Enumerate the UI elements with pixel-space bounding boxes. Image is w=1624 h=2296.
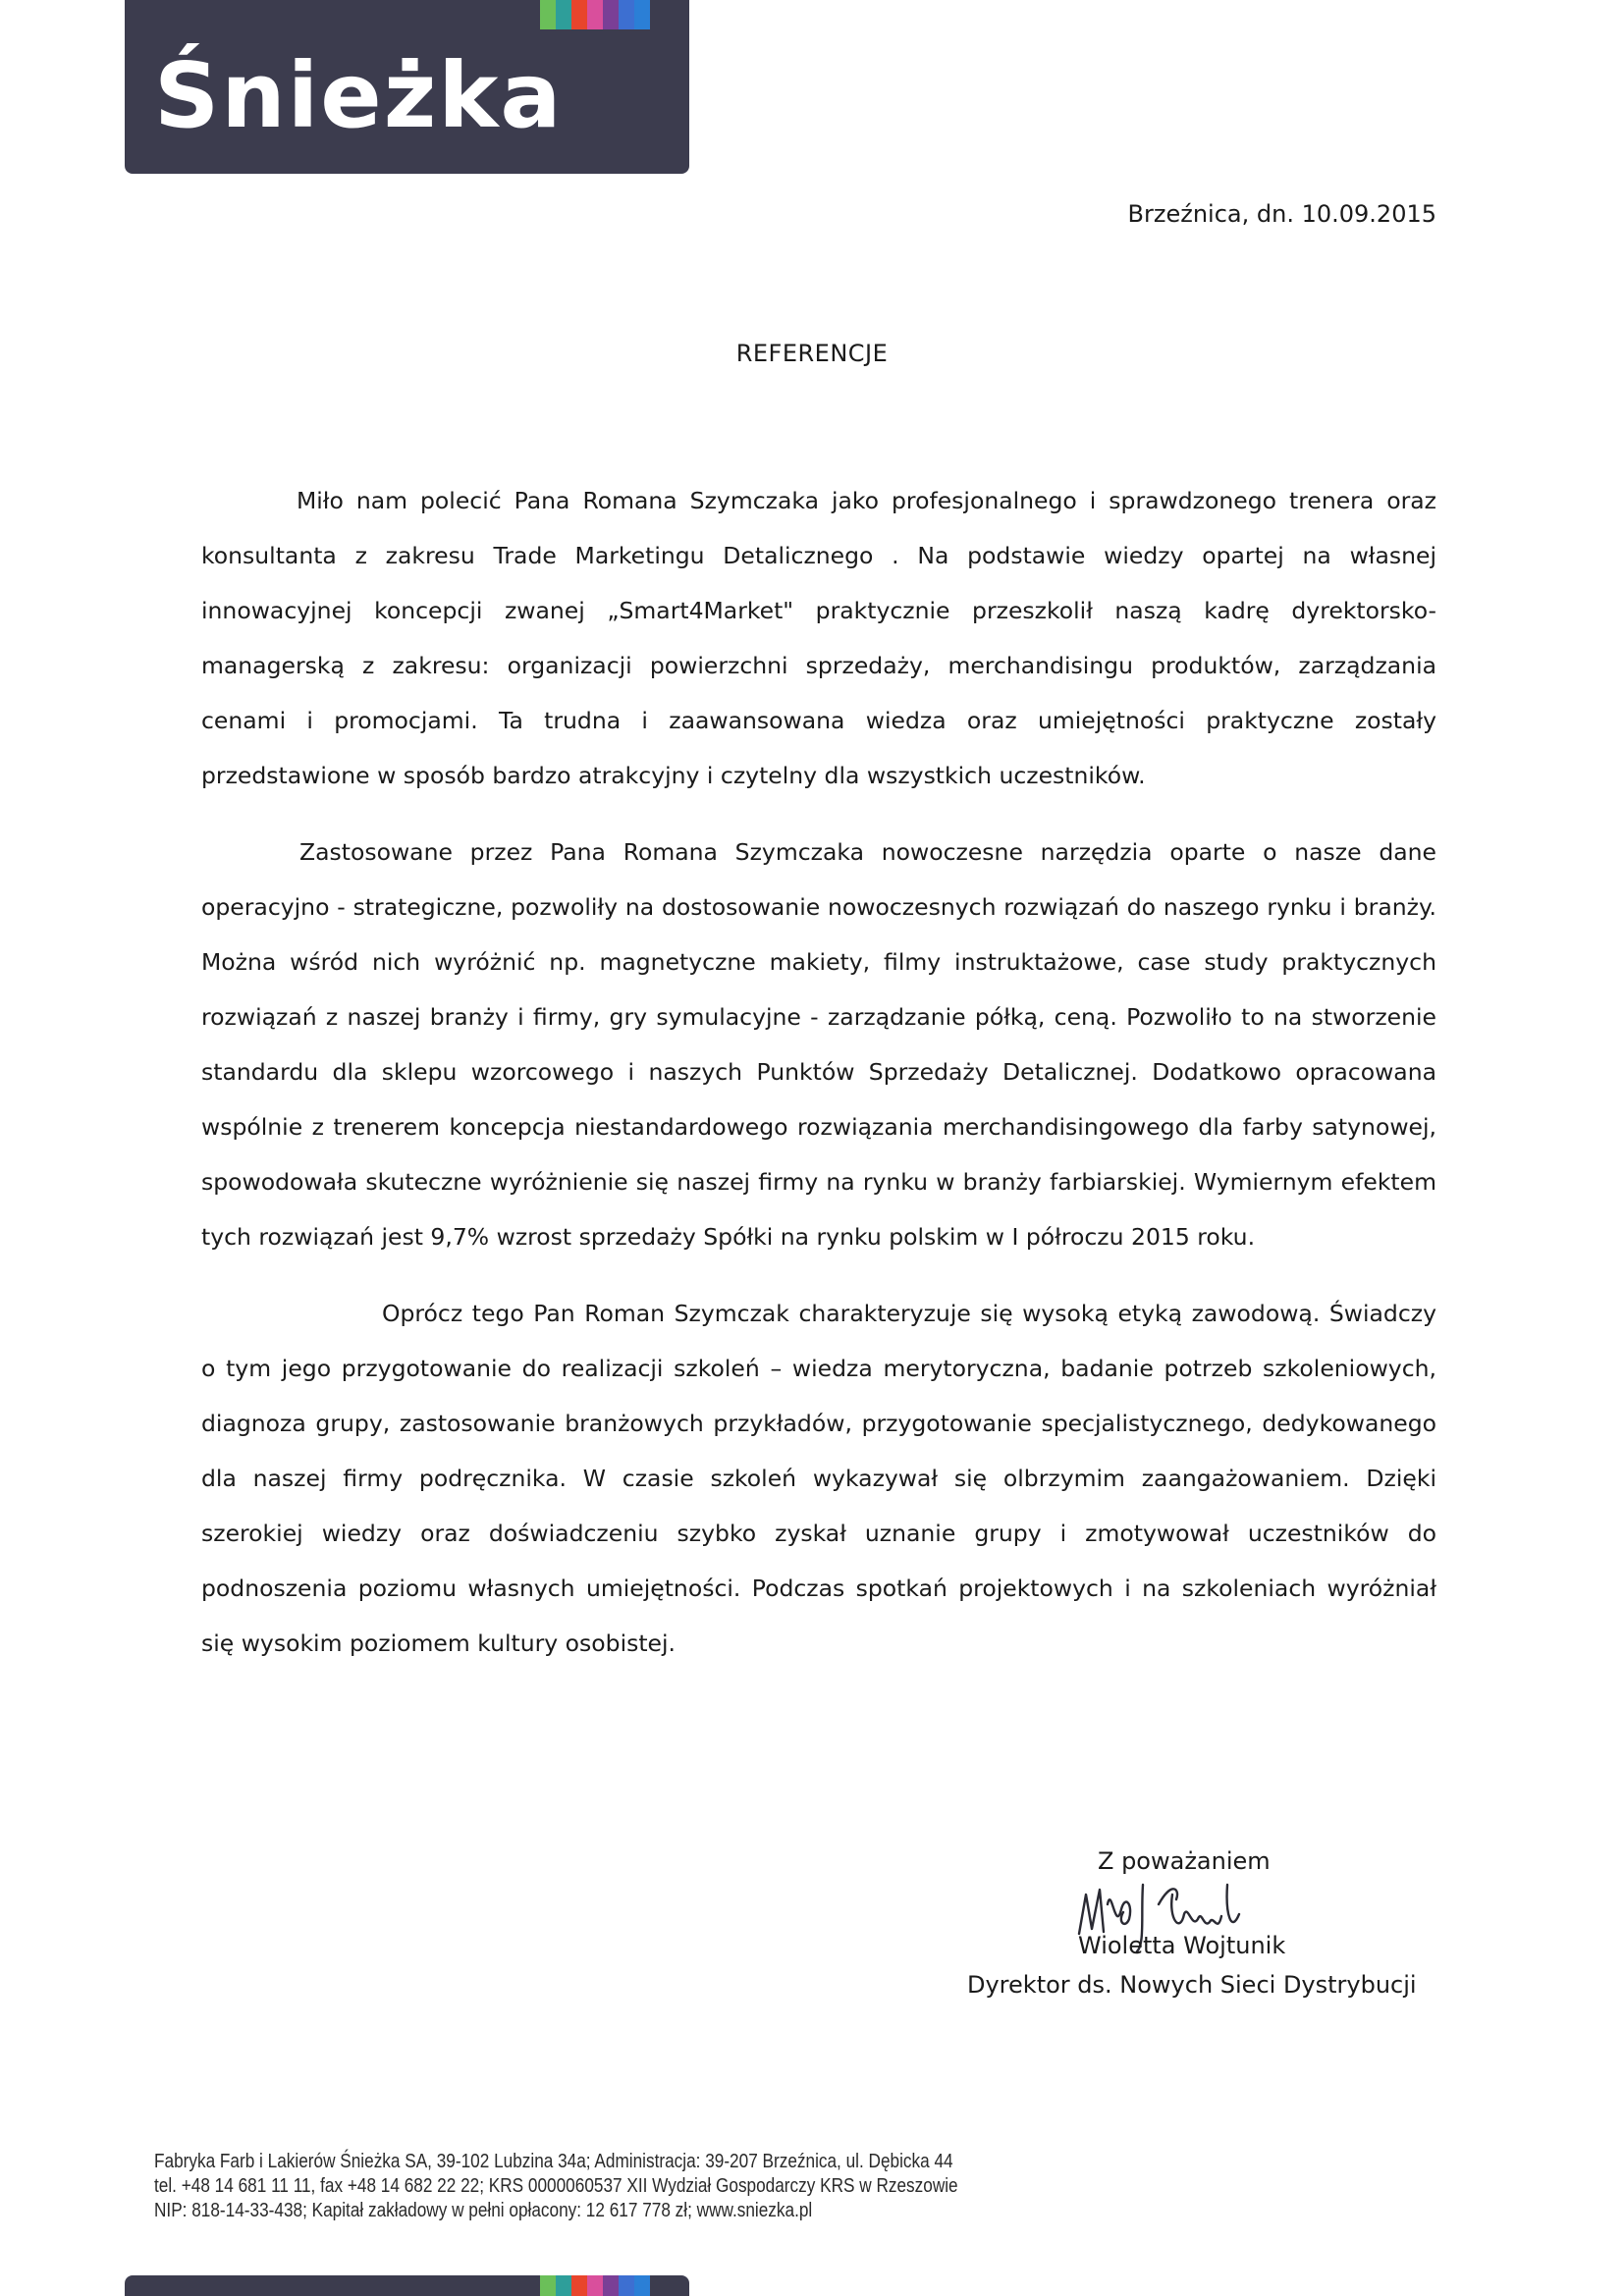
signer-title: Dyrektor ds. Nowych Sieci Dystrybucji [967, 1971, 1417, 1999]
stripe [587, 2275, 603, 2296]
footer-line-3: NIP: 818-14-33-438; Kapitał zakładowy w pełni opłacony: 12 617 778 zł; www.sniezka.pl [154, 2200, 813, 2221]
stripe [619, 0, 634, 29]
paragraph-3: Oprócz tego Pan Roman Szymczak charakteryzuje się wysoką etyką zawodową. Świadczy o tym jego przygotowanie do realizacji szkoleń – wiedza merytoryczna, badanie potrzeb szkoleniowych, diagnoza grupy, zastosowanie branżowych przykładów, przygotowanie specjalistycznego, dedykowanego dla naszej firmy podręcznika. W czasie szkoleń wykazywał się olbrzymim zaangażowaniem. Dzięki szerokiej wiedzy oraz doświadczeniu szybko zyskał uznanie grupy i zmotywował uczestników do podnoszenia poziomu własnych umiejętności. Podczas spotkań projektowych i na szkoleniach wyróżniał się wysokim poziomem kultury osobistej. [201, 1300, 1436, 1657]
company-footer [154, 2150, 1083, 2223]
footer-line-1: Fabryka Farb i Lakierów Śnieżka SA, 39-102 Lubzina 34a; Administracja: 39-207 Brzeźnica, ul. Dębicka 44 [154, 2151, 953, 2172]
letter-body [201, 473, 1436, 1671]
footer-line-2: tel. +48 14 681 11 11, fax +48 14 682 22 22; KRS 0000060537 XII Wydział Gospodarczy KRS w Rzeszowie [154, 2175, 958, 2197]
stripe [540, 0, 556, 29]
logo-color-stripes [540, 0, 650, 29]
stripe [634, 2275, 650, 2296]
letter-heading: REFERENCJE [735, 340, 889, 367]
paragraph-2: Zastosowane przez Pana Romana Szymczaka nowoczesne narzędzia oparte o nasze dane operacyjno - strategiczne, pozwoliły na dostosowanie nowoczesnych rozwiązań do naszego rynku i branży. Można wśród nich wyróżnić np. magnetyczne makiety, filmy instruktażowe, case study praktycznych rozwiązań z naszej branży i firmy, gry symulacyjne - zarządzanie półką, ceną. Pozwoliło to na stworzenie standardu dla sklepu wzorcowego i naszych Punktów Sprzedaży Detalicznej. Dodatkowo opracowana wspólnie z trenerem koncepcja niestandardowego rozwiązania merchandisingowego dla farby satynowej, spowodowała skuteczne wyróżnienie się naszej firmy na rynku w branży farbiarskiej. Wymiernym efektem tych rozwiązań jest 9,7% wzrost sprzedaży Spółki na rynku polskim w I półroczu 2015 roku. [201, 838, 1436, 1251]
letter-date: Brzeźnica, dn. 10.09.2015 [1127, 200, 1436, 228]
stripe [571, 0, 587, 29]
stripe [587, 0, 603, 29]
stripe [603, 0, 619, 29]
company-logo [125, 0, 689, 174]
bottom-color-stripes [540, 2275, 650, 2296]
stripe [556, 0, 571, 29]
stripe [571, 2275, 587, 2296]
closing-salutation: Z poważaniem [1098, 1847, 1271, 1875]
stripe [634, 0, 650, 29]
bottom-logo-bar [125, 2275, 689, 2296]
logo-wordmark: Śnieżka [154, 43, 564, 148]
stripe [556, 2275, 571, 2296]
stripe [603, 2275, 619, 2296]
paragraph-1: Miło nam polecić Pana Romana Szymczaka jako profesjonalnego i sprawdzonego trenera oraz konsultanta z zakresu Trade Marketingu Detalicznego . Na podstawie wiedzy opartej na własnej innowacyjnej koncepcji zwanej „Smart4Market" praktycznie przeszkolił naszą kadrę dyrektorsko-managerską z zakresu: organizacji powierzchni sprzedaży, merchandisingu produktów, zarządzania cenami i promocjami. Ta trudna i zaawansowana wiedza oraz umiejętności praktyczne zostały przedstawione w sposób bardzo atrakcyjny i czytelny dla wszystkich uczestników. [201, 487, 1436, 789]
stripe [540, 2275, 556, 2296]
signer-name: Wioletta Wojtunik [1078, 1932, 1286, 1959]
stripe [619, 2275, 634, 2296]
